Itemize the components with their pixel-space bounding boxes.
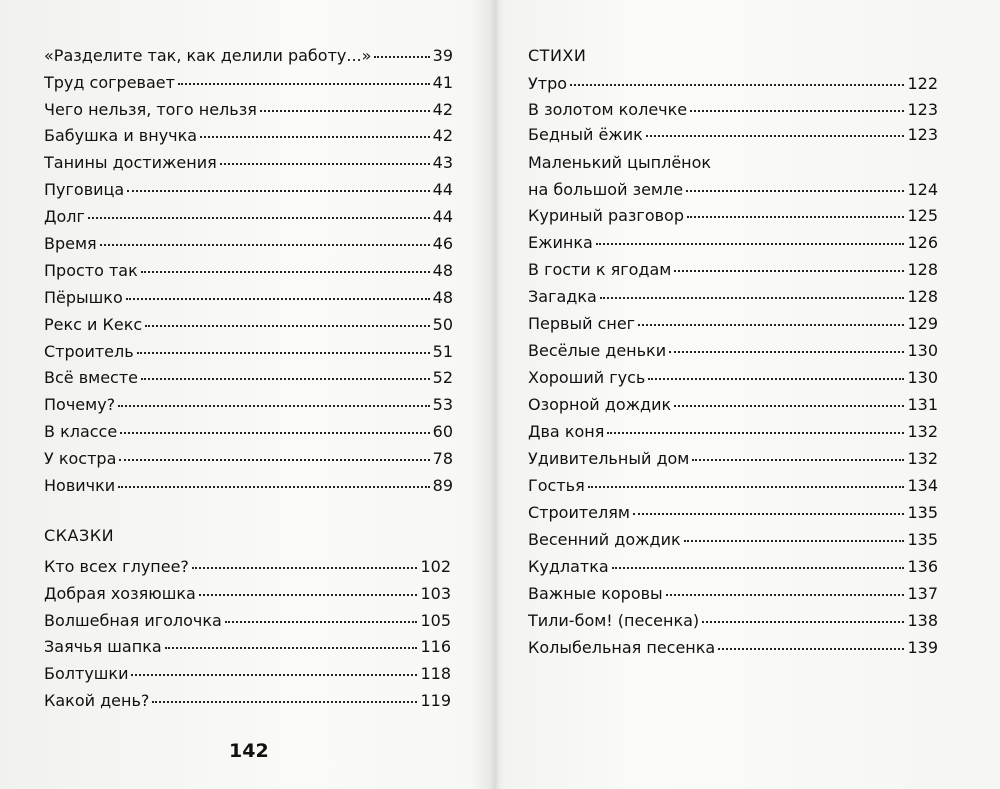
toc-entry — [44, 611, 451, 631]
dot-leader — [692, 458, 904, 461]
toc-entry-page: 128 — [907, 260, 938, 279]
toc-entry — [528, 125, 938, 145]
toc-entry-title: Танины достижения — [44, 153, 217, 172]
dot-leader — [118, 404, 429, 407]
toc-entry-page: 42 — [432, 126, 453, 145]
toc-entry-page: 122 — [907, 74, 938, 93]
toc-entry-title: Первый снег — [528, 314, 636, 333]
toc-entry — [44, 234, 453, 254]
toc-entry-page: 105 — [420, 611, 451, 630]
toc-entry — [44, 153, 453, 173]
toc-entry-title: Куриный разговор — [528, 206, 684, 225]
toc-entry-title: Заячья шапка — [44, 637, 162, 656]
toc-entry — [528, 314, 938, 334]
toc-entry — [528, 368, 938, 388]
dot-leader — [669, 350, 904, 353]
toc-entry-title: Просто так — [44, 261, 138, 280]
toc-entry — [528, 557, 938, 577]
toc-entry-page: 128 — [907, 287, 938, 306]
toc-entry-page: 119 — [420, 691, 451, 710]
dot-leader — [588, 485, 905, 488]
dot-leader — [120, 431, 429, 434]
dot-leader — [646, 134, 905, 137]
dot-leader — [612, 566, 905, 569]
dot-leader — [686, 189, 904, 192]
dot-leader — [638, 323, 904, 326]
dot-leader — [192, 566, 418, 569]
toc-entry-title: Гостья — [528, 476, 585, 495]
toc-entry — [528, 530, 938, 550]
dot-leader — [570, 83, 904, 86]
toc-entry-page: 53 — [432, 395, 453, 414]
toc-entry-title: Утро — [528, 74, 568, 93]
right-page — [500, 0, 1000, 789]
dot-leader — [137, 351, 430, 354]
toc-entry-page: 102 — [420, 557, 451, 576]
dot-leader — [718, 647, 904, 650]
toc-entry-page: 116 — [420, 637, 451, 656]
toc-entry-title: Бабушка и внучка — [44, 126, 198, 145]
toc-entry-title: Труд согревает — [44, 73, 175, 92]
toc-entry-page: 135 — [907, 530, 938, 549]
dot-leader — [178, 82, 430, 85]
toc-entry-page: 48 — [432, 288, 453, 307]
toc-entry-page: 50 — [432, 315, 453, 334]
toc-entry-page: 125 — [907, 206, 938, 225]
dot-leader — [674, 404, 904, 407]
toc-entry-title: Удивительный дом — [528, 449, 690, 468]
toc-entry-page: 130 — [907, 368, 938, 387]
toc-entry-page: 51 — [432, 342, 453, 361]
toc-entry-title: Загадка — [528, 287, 597, 306]
dot-leader — [88, 216, 430, 219]
toc-entry-title: Чего нельзя, того нельзя — [44, 100, 257, 119]
toc-entry-title: Строителям — [528, 503, 630, 522]
toc-entry — [528, 341, 938, 361]
toc-entry — [44, 557, 451, 577]
dot-leader — [374, 55, 429, 58]
toc-entry-page: 123 — [907, 100, 938, 119]
dot-leader — [690, 109, 904, 112]
toc-entry-page: 44 — [432, 180, 453, 199]
toc-entry-title: Добрая хозяюшка — [44, 584, 196, 603]
toc-entry — [528, 449, 938, 469]
toc-entry — [44, 315, 453, 335]
toc-entry-page: 46 — [432, 234, 453, 253]
toc-entry-page: 41 — [432, 73, 453, 92]
toc-entry-title: Ежинка — [528, 233, 593, 252]
toc-entry — [44, 180, 453, 200]
dot-leader — [165, 646, 418, 649]
toc-entry-page: 132 — [907, 422, 938, 441]
dot-leader — [141, 270, 430, 273]
toc-entry — [528, 584, 938, 604]
toc-entry-title: Новички — [44, 476, 116, 495]
toc-entry — [44, 288, 453, 308]
dot-leader — [199, 593, 418, 596]
toc-entry — [44, 207, 453, 227]
toc-entry-page: 103 — [420, 584, 451, 603]
toc-entry-title: Важные коровы — [528, 584, 663, 603]
toc-entry-page: 138 — [907, 611, 938, 630]
toc-entry-title: Бедный ёжик — [528, 125, 643, 144]
dot-leader — [225, 620, 418, 623]
toc-entry-title: Два коня — [528, 422, 605, 441]
toc-entry-title: Озорной дождик — [528, 395, 672, 414]
toc-entry-page: 118 — [420, 664, 451, 683]
toc-entry — [528, 638, 938, 658]
toc-entry-title: Весенний дождик — [528, 530, 681, 549]
toc-entry-title: Пёрышко — [44, 288, 123, 307]
toc-entry-page: 89 — [432, 476, 453, 495]
dot-leader — [131, 673, 417, 676]
book-gutter — [490, 0, 500, 789]
toc-entry — [44, 100, 453, 120]
dot-leader — [118, 485, 429, 488]
dot-leader — [152, 700, 417, 703]
toc-entry-title: В золотом колечке — [528, 100, 688, 119]
toc-entry-title: Колыбельная песенка — [528, 638, 716, 657]
toc-entry — [528, 74, 938, 94]
toc-entry — [528, 287, 938, 307]
toc-entry — [528, 233, 938, 253]
toc-entry — [528, 395, 938, 415]
toc-entry — [528, 260, 938, 280]
toc-entry-page: 134 — [907, 476, 938, 495]
section-heading-poems: СТИХИ — [528, 46, 587, 65]
toc-entry — [44, 261, 453, 281]
toc-entry — [44, 422, 453, 442]
page-number: 142 — [229, 740, 269, 762]
toc-entry-title: Болтушки — [44, 664, 129, 683]
toc-entry-title: Почему? — [44, 395, 116, 414]
dot-leader — [633, 512, 905, 515]
dot-leader — [648, 377, 904, 380]
toc-entry-page: 52 — [432, 368, 453, 387]
dot-leader — [260, 109, 430, 112]
dot-leader — [119, 458, 429, 461]
toc-entry-page: 39 — [432, 46, 453, 65]
toc-entry — [44, 342, 453, 362]
toc-entry — [528, 100, 938, 120]
dot-leader — [666, 593, 905, 596]
dot-leader — [687, 215, 904, 218]
section-heading-fairy-tales: СКАЗКИ — [44, 526, 115, 545]
dot-leader — [100, 243, 430, 246]
toc-entry-title: Маленький цыплёнок — [528, 153, 712, 172]
toc-entry — [528, 611, 938, 631]
toc-entry-title: «Разделите так, как делили работу...» — [44, 46, 372, 65]
toc-entry-page: 131 — [907, 395, 938, 414]
toc-entry-title: Тили-бом! (песенка) — [528, 611, 700, 630]
toc-entry — [528, 206, 938, 226]
toc-entry-page: 43 — [432, 153, 453, 172]
toc-entry — [528, 180, 938, 200]
toc-entry-page: 44 — [432, 207, 453, 226]
toc-entry-title: Строитель — [44, 342, 134, 361]
toc-entry — [44, 126, 453, 146]
toc-entry-title: Волшебная иголочка — [44, 611, 222, 630]
toc-entry-page: 126 — [907, 233, 938, 252]
dot-leader — [674, 269, 904, 272]
dot-leader — [127, 189, 429, 192]
toc-entry — [44, 449, 453, 469]
toc-entry — [44, 46, 453, 66]
toc-entry-page: 78 — [432, 449, 453, 468]
toc-entry — [44, 476, 453, 496]
dot-leader — [200, 135, 430, 138]
toc-entry-title: Кто всех глупее? — [44, 557, 189, 576]
toc-entry — [528, 422, 938, 442]
toc-entry-title: Рекс и Кекс — [44, 315, 143, 334]
toc-entry-page: 123 — [907, 125, 938, 144]
toc-entry — [44, 637, 451, 657]
dot-leader — [702, 620, 904, 623]
dot-leader — [600, 296, 905, 299]
dot-leader — [220, 162, 430, 165]
dot-leader — [596, 242, 905, 245]
toc-entry-page: 48 — [432, 261, 453, 280]
toc-entry-title: Какой день? — [44, 691, 150, 710]
toc-entry-title: Всё вместе — [44, 368, 139, 387]
toc-entry-title: Пуговица — [44, 180, 125, 199]
toc-entry-page: 129 — [907, 314, 938, 333]
toc-entry-title: Кудлатка — [528, 557, 609, 576]
toc-entry-title: Долг — [44, 207, 85, 226]
toc-entry-page: 135 — [907, 503, 938, 522]
toc-entry-title: У костра — [44, 449, 117, 468]
toc-entry — [44, 691, 451, 711]
toc-entry-page: 130 — [907, 341, 938, 360]
toc-entry-page: 132 — [907, 449, 938, 468]
dot-leader — [684, 539, 905, 542]
toc-entry-page: 139 — [907, 638, 938, 657]
left-page — [0, 0, 490, 789]
toc-entry-title: Время — [44, 234, 97, 253]
toc-entry-page: 137 — [907, 584, 938, 603]
dot-leader — [126, 297, 430, 300]
toc-entry — [44, 584, 451, 604]
toc-entry — [528, 503, 938, 523]
toc-entry-page: 124 — [907, 180, 938, 199]
toc-entry-title: В классе — [44, 422, 118, 441]
toc-entry — [44, 368, 453, 388]
toc-entry-title: на большой земле — [528, 180, 684, 199]
toc-entry-title: В гости к ягодам — [528, 260, 672, 279]
dot-leader — [141, 377, 430, 380]
toc-entry — [44, 73, 453, 93]
toc-entry — [528, 476, 938, 496]
toc-entry-page: 136 — [907, 557, 938, 576]
toc-entry-page: 60 — [432, 422, 453, 441]
toc-entry-page: 42 — [432, 100, 453, 119]
dot-leader — [607, 431, 904, 434]
toc-entry-title: Весёлые деньки — [528, 341, 667, 360]
toc-entry — [44, 664, 451, 684]
toc-entry-title: Хороший гусь — [528, 368, 646, 387]
toc-entry — [44, 395, 453, 415]
dot-leader — [145, 324, 429, 327]
